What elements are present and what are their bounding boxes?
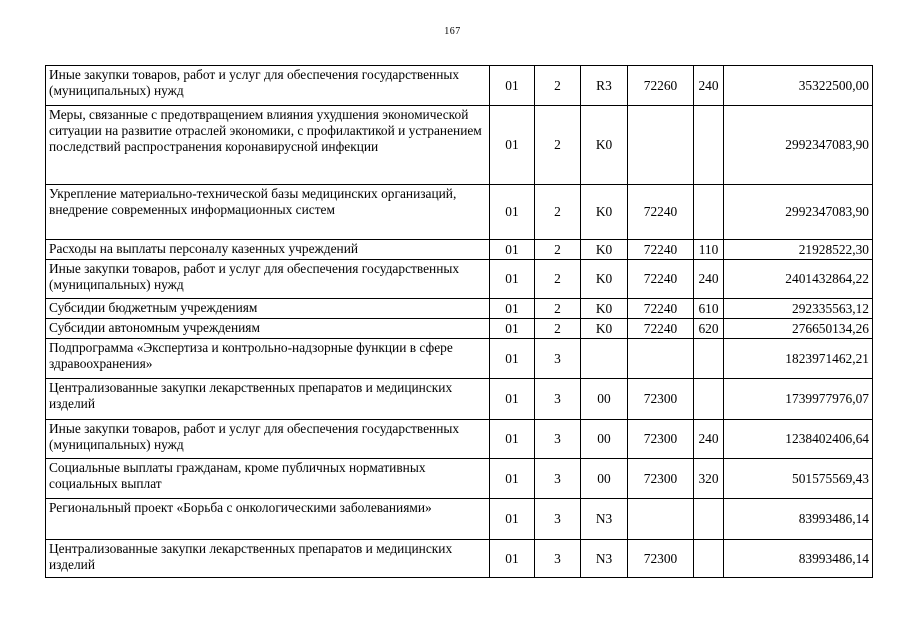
subsection-code-cell: 3 [535,420,581,459]
amount-cell: 35322500,00 [724,66,873,106]
subsection-code-cell: 2 [535,299,581,319]
table-row [46,240,873,260]
program-code-cell: K0 [581,260,628,299]
subsection-code-cell: 2 [535,185,581,240]
table-row [46,499,873,540]
program-code-cell: N3 [581,540,628,578]
amount-cell: 83993486,14 [724,540,873,578]
program-code-cell: K0 [581,106,628,185]
subsection-code-cell: 3 [535,499,581,540]
direction-code-cell: 72240 [628,185,694,240]
direction-code-cell: 72300 [628,540,694,578]
direction-code-cell [628,499,694,540]
subsection-code-cell: 3 [535,339,581,379]
subsection-code-cell: 2 [535,319,581,339]
section-code-cell: 01 [490,260,535,299]
subsection-code-cell: 2 [535,240,581,260]
amount-cell: 83993486,14 [724,499,873,540]
subsection-code-cell: 3 [535,459,581,499]
section-code-cell: 01 [490,459,535,499]
section-code-cell: 01 [490,299,535,319]
expense-type-code-cell: 240 [694,66,724,106]
expense-type-code-cell [694,499,724,540]
subsection-code-cell: 2 [535,260,581,299]
program-code-cell: 00 [581,459,628,499]
program-code-cell: K0 [581,299,628,319]
direction-code-cell: 72240 [628,299,694,319]
table-row [46,66,873,106]
expense-type-code-cell: 110 [694,240,724,260]
amount-cell: 2992347083,90 [724,185,873,240]
item-name-cell: Иные закупки товаров, работ и услуг для обеспечения государственных (муниципальных) нужд [46,260,490,299]
direction-code-cell: 72260 [628,66,694,106]
amount-cell: 501575569,43 [724,459,873,499]
expense-type-code-cell [694,540,724,578]
budget-table-body [46,66,873,578]
table-row [46,299,873,319]
direction-code-cell: 72240 [628,240,694,260]
expense-type-code-cell: 240 [694,260,724,299]
page-number: 167 [444,26,461,37]
item-name-cell: Социальные выплаты гражданам, кроме публичных нормативных социальных выплат [46,459,490,499]
amount-cell: 1823971462,21 [724,339,873,379]
table-row [46,420,873,459]
item-name-cell: Централизованные закупки лекарственных препаратов и медицинских изделий [46,379,490,420]
section-code-cell: 01 [490,240,535,260]
subsection-code-cell: 2 [535,106,581,185]
expense-type-code-cell [694,379,724,420]
expense-type-code-cell: 320 [694,459,724,499]
direction-code-cell: 72240 [628,319,694,339]
program-code-cell: K0 [581,185,628,240]
expense-type-code-cell [694,185,724,240]
program-code-cell: K0 [581,240,628,260]
section-code-cell: 01 [490,379,535,420]
section-code-cell: 01 [490,319,535,339]
direction-code-cell: 72300 [628,459,694,499]
program-code-cell: N3 [581,499,628,540]
amount-cell: 2992347083,90 [724,106,873,185]
subsection-code-cell: 3 [535,540,581,578]
section-code-cell: 01 [490,499,535,540]
amount-cell: 1739977976,07 [724,379,873,420]
item-name-cell: Региональный проект «Борьба с онкологическими заболеваниями» [46,499,490,540]
section-code-cell: 01 [490,66,535,106]
program-code-cell: R3 [581,66,628,106]
amount-cell: 292335563,12 [724,299,873,319]
table-row [46,540,873,578]
subsection-code-cell: 2 [535,66,581,106]
expense-type-code-cell [694,339,724,379]
section-code-cell: 01 [490,106,535,185]
item-name-cell: Расходы на выплаты персоналу казенных учреждений [46,240,490,260]
direction-code-cell: 72240 [628,260,694,299]
item-name-cell: Подпрограмма «Экспертиза и контрольно-надзорные функции в сфере здравоохранения» [46,339,490,379]
amount-cell: 2401432864,22 [724,260,873,299]
table-row [46,379,873,420]
amount-cell: 21928522,30 [724,240,873,260]
section-code-cell: 01 [490,339,535,379]
expense-type-code-cell: 610 [694,299,724,319]
program-code-cell: 00 [581,379,628,420]
item-name-cell: Меры, связанные с предотвращением влияния ухудшения экономической ситуации на развитие отраслей экономики, с профилактикой и устранением последствий распространения коронавирусной инфекции [46,106,490,185]
table-row [46,106,873,185]
expense-type-code-cell: 620 [694,319,724,339]
expense-type-code-cell: 240 [694,420,724,459]
table-row [46,260,873,299]
item-name-cell: Иные закупки товаров, работ и услуг для обеспечения государственных (муниципальных) нужд [46,420,490,459]
item-name-cell: Укрепление материально-технической базы медицинских организаций, внедрение современных информационных систем [46,185,490,240]
table-row [46,339,873,379]
subsection-code-cell: 3 [535,379,581,420]
item-name-cell: Субсидии бюджетным учреждениям [46,299,490,319]
program-code-cell: K0 [581,319,628,339]
amount-cell: 1238402406,64 [724,420,873,459]
table-row [46,319,873,339]
direction-code-cell [628,106,694,185]
item-name-cell: Централизованные закупки лекарственных препаратов и медицинских изделий [46,540,490,578]
section-code-cell: 01 [490,420,535,459]
direction-code-cell [628,339,694,379]
section-code-cell: 01 [490,185,535,240]
program-code-cell: 00 [581,420,628,459]
amount-cell: 276650134,26 [724,319,873,339]
direction-code-cell: 72300 [628,379,694,420]
table-row [46,459,873,499]
item-name-cell: Субсидии автономным учреждениям [46,319,490,339]
expense-type-code-cell [694,106,724,185]
direction-code-cell: 72300 [628,420,694,459]
program-code-cell [581,339,628,379]
section-code-cell: 01 [490,540,535,578]
item-name-cell: Иные закупки товаров, работ и услуг для обеспечения государственных (муниципальных) нужд [46,66,490,106]
budget-table [45,65,873,578]
table-row [46,185,873,240]
